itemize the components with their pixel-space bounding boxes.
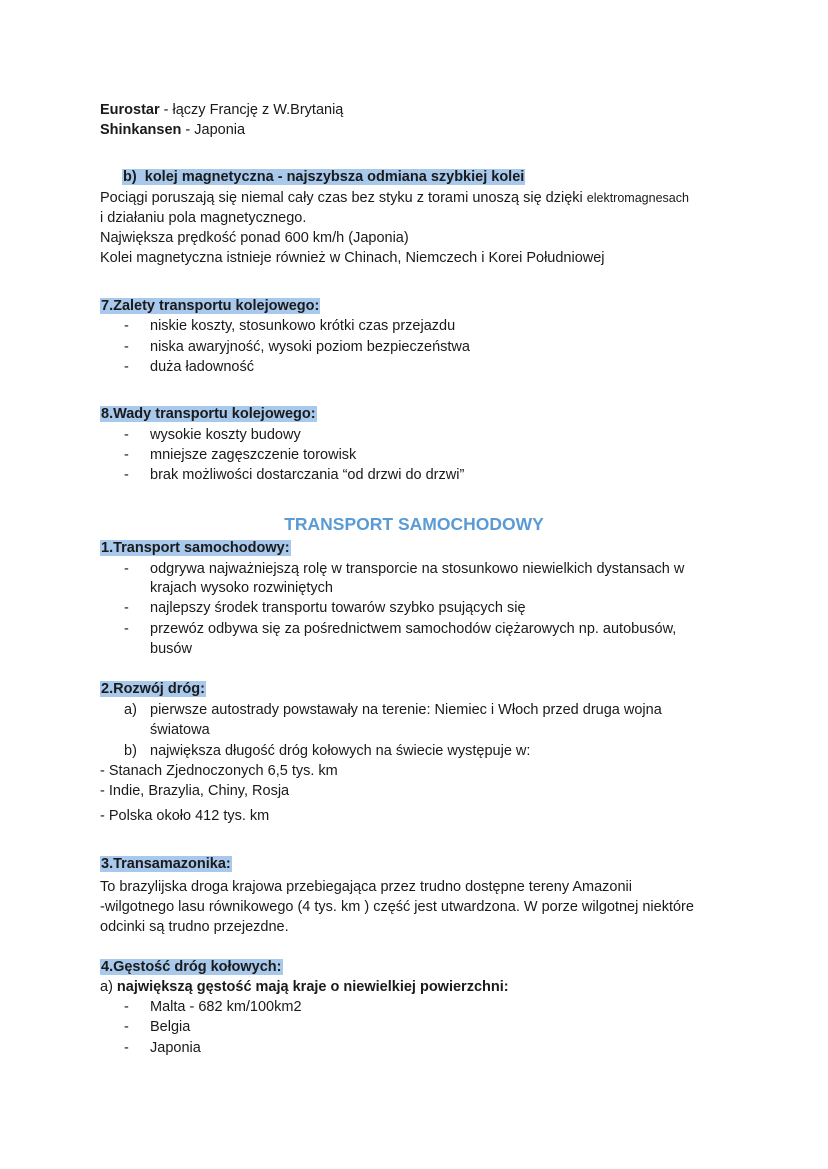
advantages-heading-text: 7.Zalety transportu kolejowego: (101, 298, 320, 314)
eurostar-desc: - łączy Francję z W.Brytanią (159, 102, 344, 118)
density-sub-prefix: a) (100, 979, 117, 995)
maglev-line-1-main: Pociągi poruszają się niemal cały czas bez styku z torami unoszą się dzięki (100, 190, 587, 206)
shinkansen-desc: - Japonia (181, 122, 246, 138)
roads-list-item: - Polska około 412 tys. km (100, 808, 270, 824)
section-title: TRANSPORT SAMOCHODOWY (284, 514, 544, 534)
paragraph-line: odcinki są trudno przejezdne. (100, 919, 289, 935)
roads-dev-a-line-2: światowa (150, 722, 210, 738)
list-item: duża ładowność (150, 359, 254, 375)
shinkansen-name: Shinkansen (100, 122, 182, 138)
bullet-dash: - (124, 600, 129, 616)
maglev-line-2: i działaniu pola magnetycznego. (100, 210, 307, 226)
eurostar-name: Eurostar (100, 102, 160, 118)
list-item: wysokie koszty budowy (150, 427, 301, 443)
maglev-heading-text: kolej magnetyczna - najszybsza odmiana szybkiej kolei (144, 169, 525, 185)
list-item-continuation: busów (150, 641, 192, 657)
list-item: Belgia (150, 1019, 191, 1035)
maglev-line-3: Największa prędkość ponad 600 km/h (Japonia) (100, 230, 409, 246)
density-heading-text: 4.Gęstość dróg kołowych: (101, 959, 282, 975)
list-item: najlepszy środek transportu towarów szybko psujących się (150, 600, 526, 616)
road-transport-heading (100, 538, 291, 558)
bullet-dash: - (124, 359, 129, 375)
maglev-line-1 (100, 188, 689, 208)
eurostar-line (100, 100, 343, 120)
transamazonika-heading (100, 854, 232, 874)
list-item: odgrywa najważniejszą rolę w transporcie na stosunkowo niewielkich dystansach w (150, 561, 685, 577)
shinkansen-line (100, 120, 245, 140)
paragraph-line: -wilgotnego lasu równikowego (4 tys. km ) część jest utwardzona. W porze wilgotnej niektóre (100, 899, 694, 915)
road-transport-heading-text: 1.Transport samochodowy: (101, 540, 290, 556)
density-sub-bold: największą gęstość mają kraje o niewielkiej powierzchni: (116, 979, 509, 995)
advantages-heading (100, 296, 320, 316)
disadvantages-heading-text: 8.Wady transportu kolejowego: (101, 406, 316, 422)
list-item: przewóz odbywa się za pośrednictwem samochodów ciężarowych np. autobusów, (150, 621, 677, 637)
paragraph-line: To brazylijska droga krajowa przebiegająca przez trudno dostępne tereny Amazonii (100, 879, 632, 895)
bullet-dash: - (124, 447, 129, 463)
maglev-heading (122, 167, 525, 187)
transamazonika-heading-text: 3.Transamazonika: (101, 856, 231, 872)
list-item: niska awaryjność, wysoki poziom bezpieczeństwa (150, 339, 470, 355)
bullet-dash: - (124, 1019, 129, 1035)
roads-dev-b-marker: b) (124, 743, 137, 759)
roads-list-item: - Indie, Brazylia, Chiny, Rosja (100, 783, 290, 799)
bullet-dash: - (124, 1040, 129, 1056)
bullet-dash: - (124, 621, 129, 637)
roads-dev-b-line: największa długość dróg kołowych na świecie występuje w: (150, 743, 531, 759)
list-item-continuation: krajach wysoko rozwiniętych (150, 580, 333, 596)
bullet-dash: - (124, 561, 129, 577)
bullet-dash: - (124, 339, 129, 355)
bullet-dash: - (124, 467, 129, 483)
list-item: niskie koszty, stosunkowo krótki czas przejazdu (150, 318, 456, 334)
roads-dev-a-marker: a) (124, 702, 137, 718)
list-item: Japonia (150, 1040, 201, 1056)
roads-list-item: - Stanach Zjednoczonych 6,5 tys. km (100, 763, 338, 779)
maglev-line-4: Kolei magnetyczna istnieje również w Chinach, Niemczech i Korei Południowej (100, 250, 605, 266)
list-item: mniejsze zagęszczenie torowisk (150, 447, 357, 463)
density-subheading (100, 977, 509, 997)
disadvantages-heading (100, 404, 317, 424)
maglev-marker: b) (123, 169, 137, 185)
density-heading (100, 957, 283, 977)
list-item: Malta - 682 km/100km2 (150, 999, 302, 1015)
roads-dev-heading (100, 679, 206, 699)
bullet-dash: - (124, 318, 129, 334)
list-item: brak możliwości dostarczania “od drzwi do drzwi” (150, 467, 465, 483)
roads-dev-a-line-1: pierwsze autostrady powstawały na terenie: Niemiec i Włoch przed druga wojna (150, 702, 662, 718)
bullet-dash: - (124, 427, 129, 443)
bullet-dash: - (124, 999, 129, 1015)
maglev-line-1-small: elektromagnesach (586, 191, 689, 205)
roads-dev-heading-text: 2.Rozwój dróg: (101, 681, 205, 697)
